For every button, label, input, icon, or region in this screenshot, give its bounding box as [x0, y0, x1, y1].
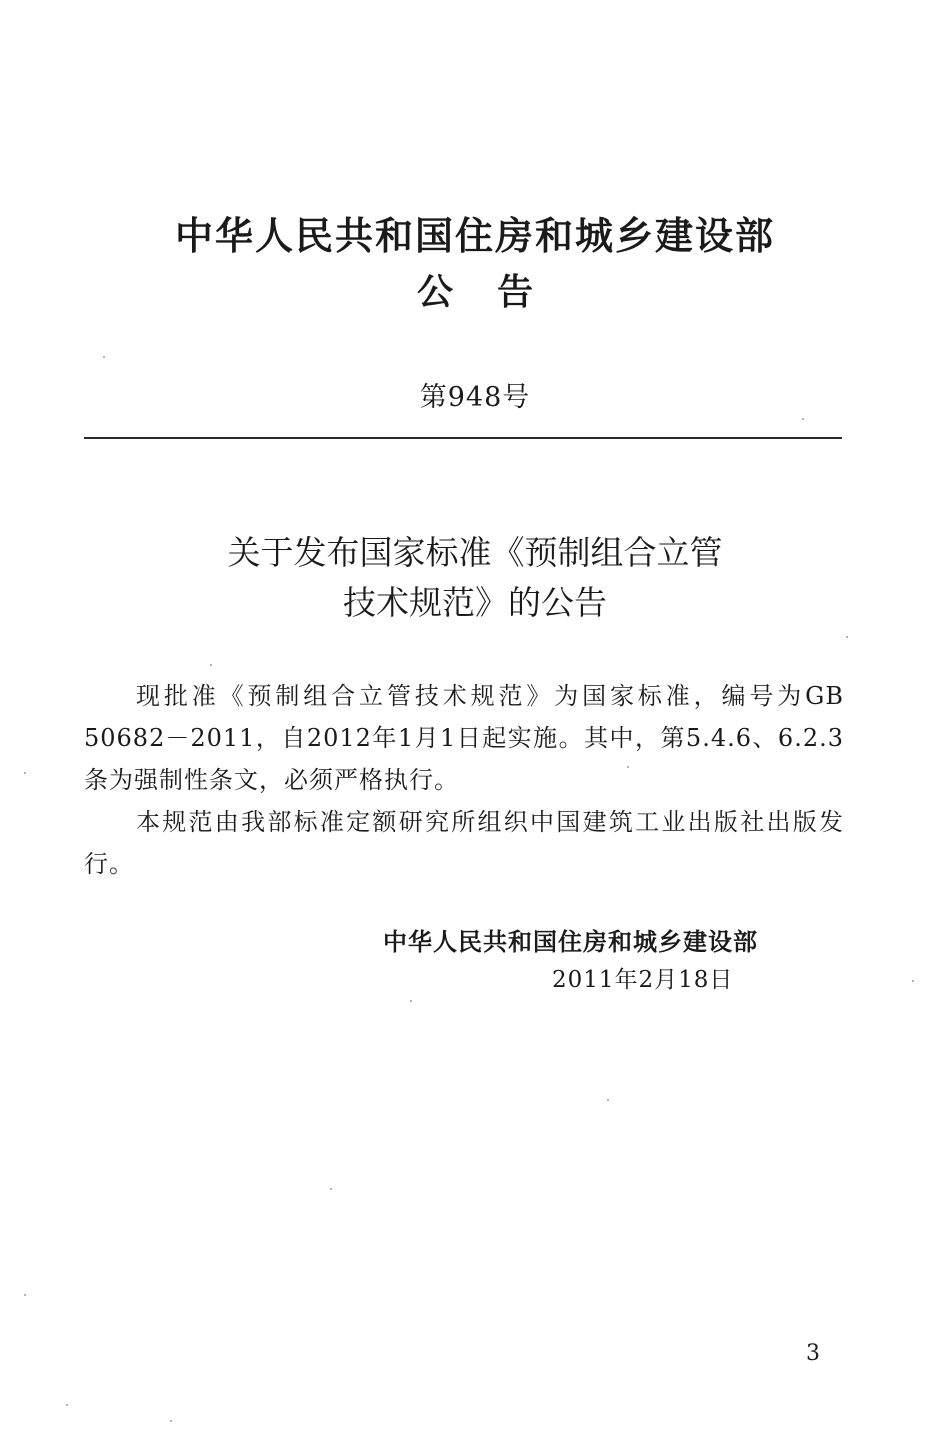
document-kind: 公告	[416, 271, 577, 313]
header-divider	[84, 437, 842, 439]
body-paragraph-1: 现批准《预制组合立管技术规范》为国家标准，编号为GB 50682－2011，自2012年1月1日起实施。其中，第5.4.6、6.2.3条为强制性条文，必须严格执行。	[84, 682, 844, 794]
announcement-heading	[0, 528, 950, 628]
announcement-body	[84, 675, 844, 885]
body-paragraph-2: 本规范由我部标准定额研究所组织中国建筑工业出版社出版发行。	[84, 808, 844, 878]
page-number: 3	[806, 1341, 820, 1366]
heading-line-1: 关于发布国家标准《预制组合立管	[227, 533, 723, 572]
issuer-title: 中华人民共和国住房和城乡建设部	[174, 213, 775, 258]
document-number: 第948号	[419, 382, 531, 413]
heading-line-2: 技术规范》的公告	[343, 583, 607, 622]
signature-issuer: 中华人民共和国住房和城乡建设部	[383, 927, 758, 956]
signature-date: 2011年2月18日	[552, 967, 734, 993]
